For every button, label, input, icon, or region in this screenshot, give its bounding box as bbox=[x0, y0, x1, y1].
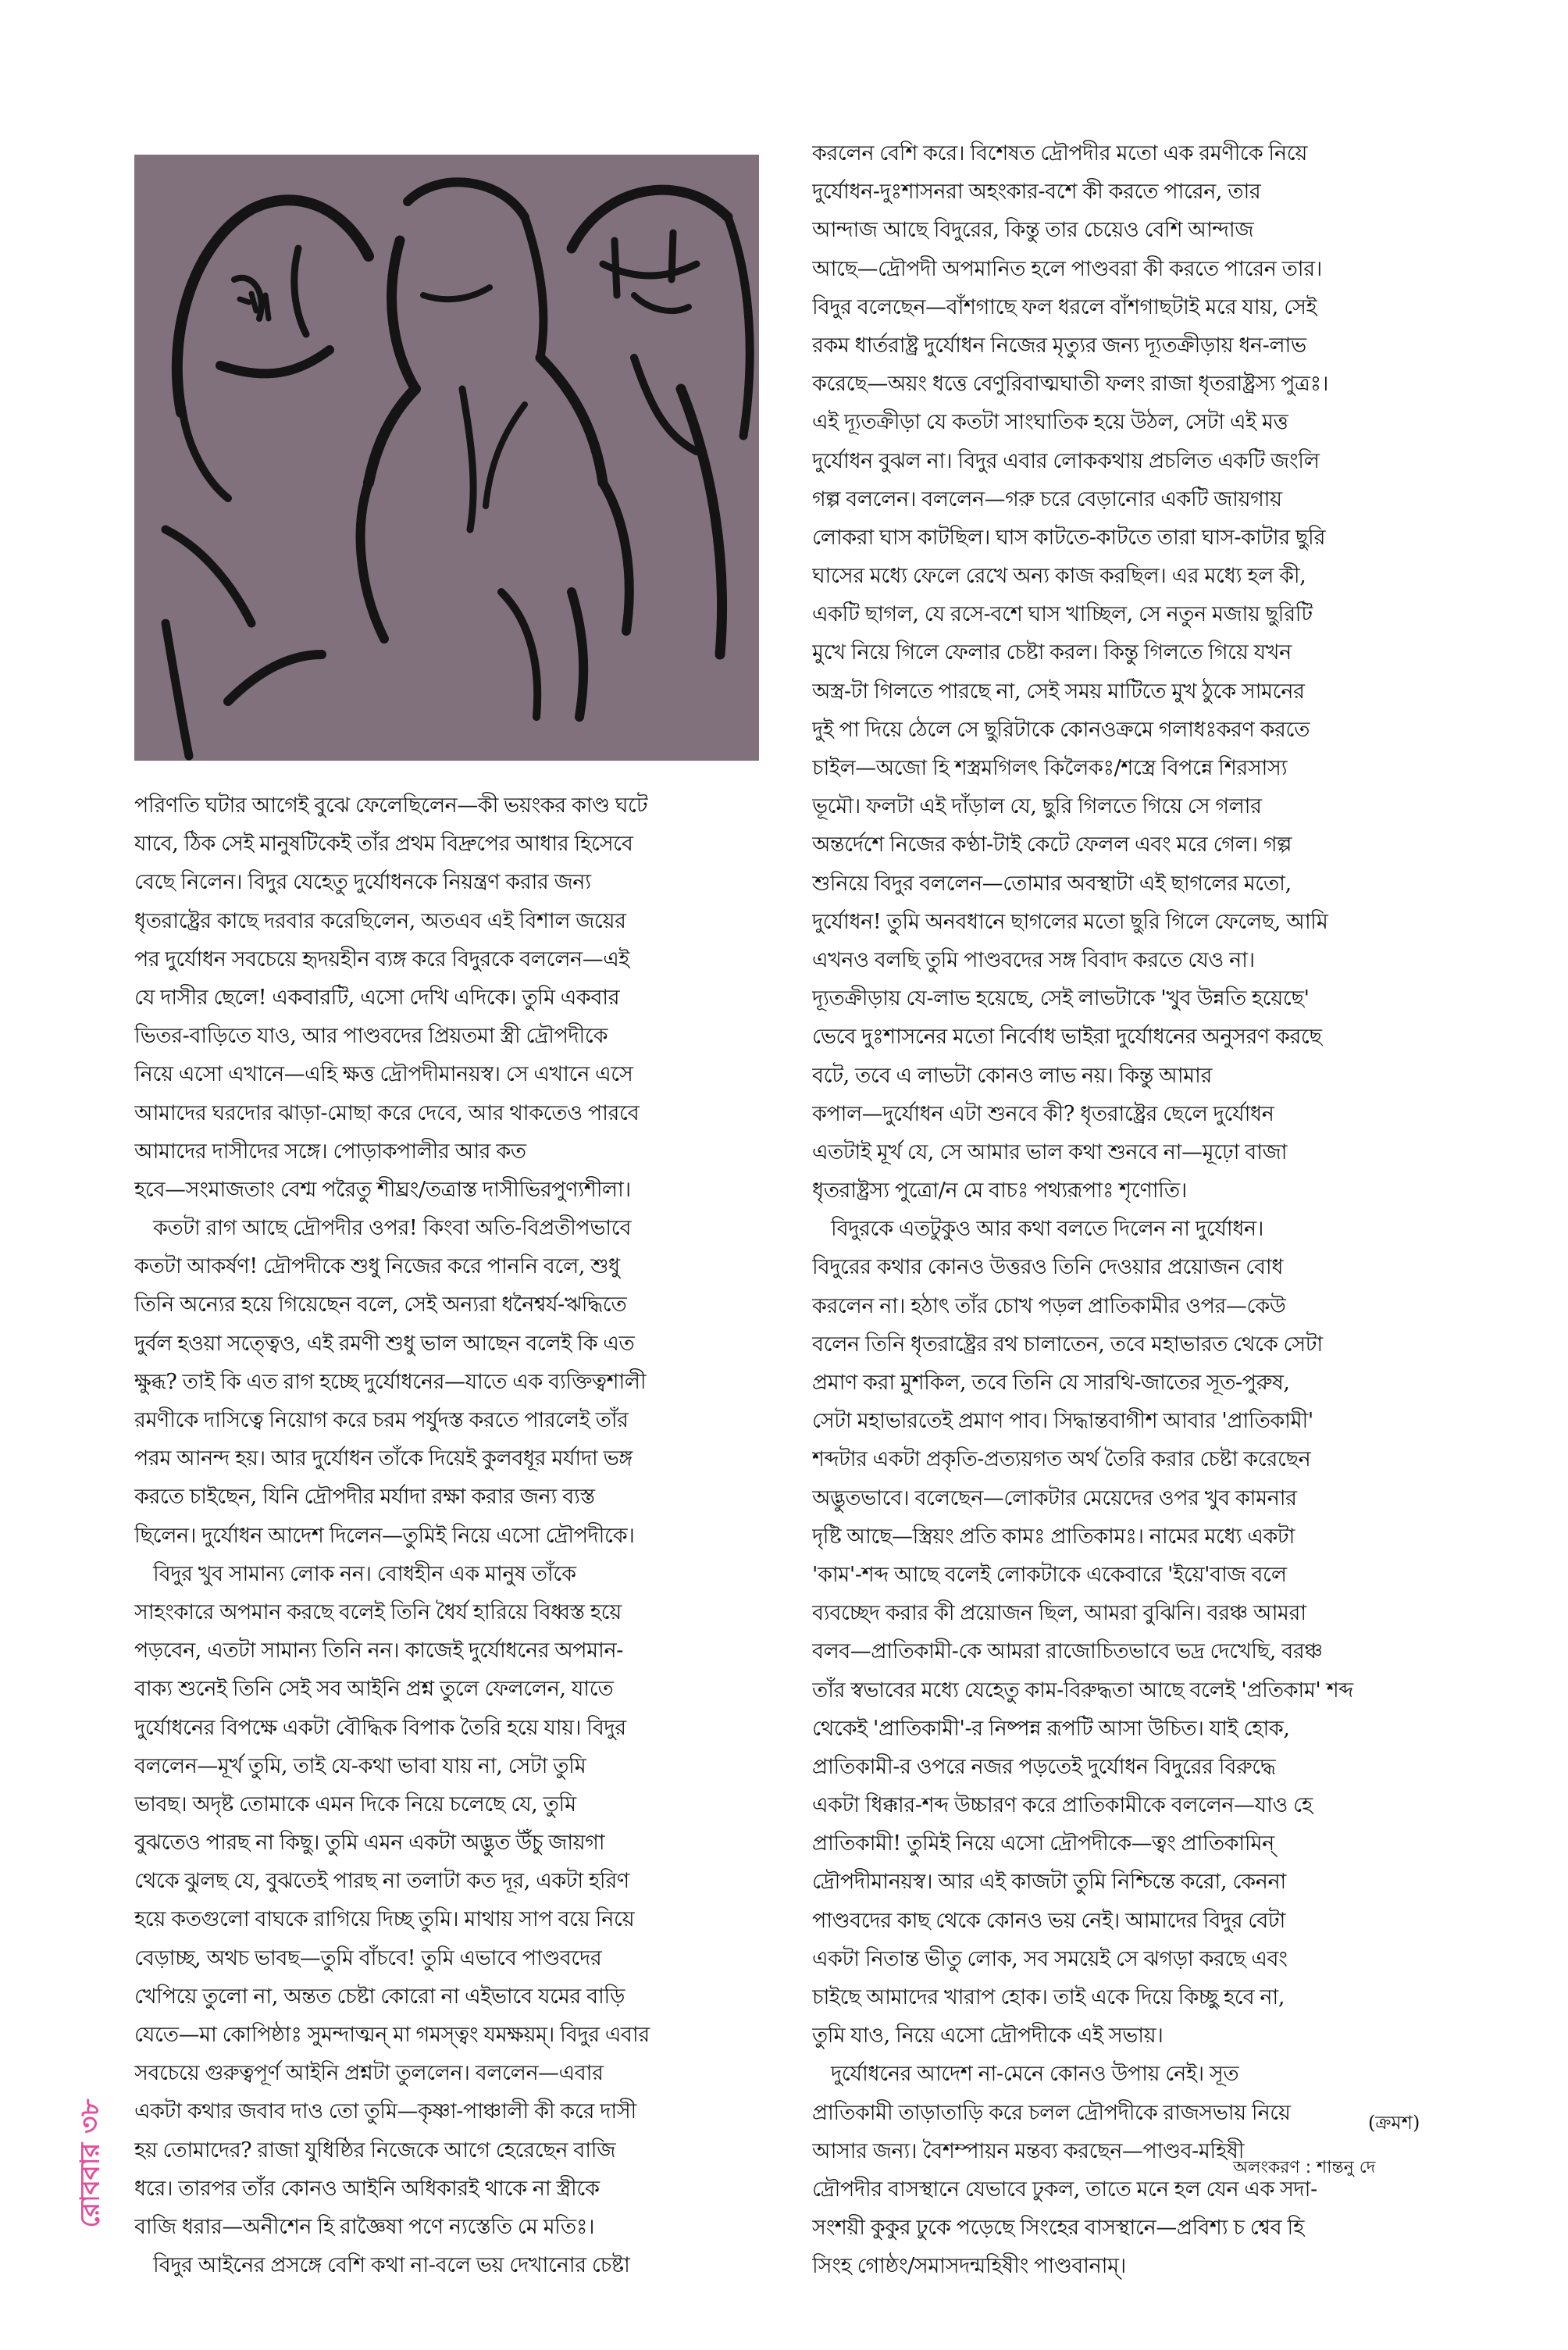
text-line: বলেন তিনি ধৃতরাষ্ট্রের রথ চালাতেন, তবে মহাভারত থেকে সেটা bbox=[812, 1332, 1323, 1357]
text-line: এখনও বলছি তুমি পাণ্ডবদের সঙ্গ বিবাদ করতে যেও না। bbox=[812, 947, 1255, 972]
text-line: আছে—দ্রৌপদী অপমানিত হলে পাণ্ডবরা কী করতে পারেন তার। bbox=[812, 256, 1322, 281]
text-line: 'কাম'-শব্দ আছে বলেই লোকটাকে একেবারে 'ইয়ে'বাজ বলে bbox=[812, 1562, 1287, 1587]
text-line: অদ্ভুতভাবে। বলেছেন—লোকটার মেয়েদের ওপর খুব কামনার bbox=[812, 1485, 1297, 1510]
text-line: ভূমৌ। ফলটা এই দাঁড়াল যে, ছুরি গিলতে গিয়ে সে গলার bbox=[812, 794, 1262, 819]
text-line: থেকে ঝুলছ যে, বুঝতেই পারছ না তলাটা কত দূর, একটা হরিণ bbox=[134, 1869, 629, 1894]
illustration-artwork bbox=[134, 155, 759, 761]
right-column bbox=[812, 134, 1440, 2286]
text-line: দুর্যোধন বুঝল না। বিদুর এবার লোককথায় প্রচলিত একটি জংলি bbox=[812, 448, 1320, 473]
text-line: আন্দাজ আছে বিদুরের, কিন্তু তার চেয়েও বেশি আন্দাজ bbox=[812, 218, 1254, 243]
text-line: পরিণতি ঘটার আগেই বুঝে ফেলেছিলেন—কী ভয়ংকর কাণ্ড ঘটে bbox=[134, 793, 648, 818]
text-line: পর দুর্যোধন সবচেয়ে হৃদয়হীন ব্যঙ্গ করে বিদুরকে বললেন—এই bbox=[134, 947, 629, 972]
text-line: বিদুর আইনের প্রসঙ্গে বেশি কথা না-বলে ভয় দেখানোর চেষ্টা bbox=[153, 2253, 630, 2278]
text-line: দুর্যোধন-দুঃশাসনরা অহংকার-বশে কী করতে পারেন, তার bbox=[812, 180, 1261, 205]
text-line: দুর্যোধনের আদেশ না-মেনে কোনও উপায় নেই। সূত bbox=[831, 2062, 1239, 2087]
text-line: ভেবে দুঃশাসনের মতো নির্বোধ ভাইরা দুর্যোধনের অনুসরণ করছে bbox=[812, 1025, 1322, 1050]
text-line: সবচেয়ে গুরুত্বপূর্ণ আইনি প্রশ্নটা তুললেন। বললেন—এবার bbox=[134, 2061, 604, 2086]
text-line: সংশয়ী কুকুর ঢুকে পড়েছে সিংহের বাসস্থানে—প্রবিশ্য চ শ্বেব হি bbox=[812, 2216, 1304, 2241]
text-line: তিনি অন্যের হয়ে গিয়েছেন বলে, সেই অন্যরা ধনৈশ্বর্য-ঋদ্ধিতে bbox=[134, 1293, 627, 1318]
text-line: দুর্যোধনের বিপক্ষে একটা বৌদ্ধিক বিপাক তৈরি হয়ে যায়। বিদুর bbox=[134, 1715, 626, 1740]
text-line: করেছে—অয়ং ধত্তে বেণুরিবাত্মঘাতী ফলং রাজা ধৃতরাষ্ট্রস্য পুত্রঃ। bbox=[812, 372, 1329, 397]
text-line: থেকেই 'প্রাতিকামী'-র নিষ্পন্ন রূপটি আসা উচিত। যাই হোক, bbox=[812, 1716, 1290, 1741]
text-line: ব্যবচ্ছেদ করার কী প্রয়োজন ছিল, আমরা বুঝিনি। বরঞ্চ আমরা bbox=[812, 1601, 1306, 1626]
text-line: হয়ে কতগুলো বাঘকে রাগিয়ে দিচ্ছ তুমি। মাথায় সাপ বয়ে নিয়ে bbox=[134, 1907, 635, 1932]
text-line: ধরে। তারপর তাঁর কোনও আইনি অধিকারই থাকে না স্ত্রীকে bbox=[134, 2176, 600, 2201]
text-line: প্রাতিকামী তাড়াতাড়ি করে চলল দ্রৌপদীকে রাজসভায় নিয়ে bbox=[812, 2100, 1291, 2125]
text-line: বাজি ধরার—অনীশেন হি রাজ্ঞৈষা পণে ন্যস্তেতি মে মতিঃ। bbox=[134, 2214, 595, 2239]
text-line: প্রমাণ করা মুশকিল, তবে তিনি যে সারথি-জাতের সূত-পুরুষ, bbox=[812, 1371, 1290, 1395]
text-line: করতে চাইছেন, যিনি দ্রৌপদীর মর্যাদা রক্ষা করার জন্য ব্যস্ত bbox=[134, 1485, 595, 1510]
text-line: বুঝতেও পারছ না কিছু। তুমি এমন একটা অদ্ভুত উঁচু জায়গা bbox=[134, 1831, 605, 1856]
text-line: করলেন বেশি করে। বিশেষত দ্রৌপদীর মতো এক রমণীকে নিয়ে bbox=[812, 141, 1307, 166]
text-line: নিয়ে এসো এখানে—এহি ক্ষত্ত দ্রৌপদীমানয়স্ব। সে এখানে এসে bbox=[134, 1062, 633, 1087]
text-line: যেতে—মা কোপিষ্ঠাঃ সুমন্দাত্মন্ মা গমস্ত্বং যমক্ষয়ম্। বিদুর এবার bbox=[134, 2023, 650, 2047]
text-line: একটা নিতান্ত ভীতু লোক, সব সময়েই সে ঝগড়া করছে এবং bbox=[812, 1946, 1288, 1971]
text-line: আমাদের ঘরদোর ঝাড়া-মোছা করে দেবে, আর থাকতেও পারবে bbox=[134, 1100, 640, 1125]
text-line: বিদুরকে এতটুকুও আর কথা বলতে দিলেন না দুর্যোধন। bbox=[831, 1217, 1264, 1242]
text-line: তুমি যাও, নিয়ে এসো দ্রৌপদীকে এই সভায়। bbox=[812, 2024, 1164, 2049]
text-line: গল্প বললেন। বললেন—গরু চরে বেড়ানোর একটি জায়গায় bbox=[812, 487, 1282, 512]
text-line: ঘাসের মধ্যে ফেলে রেখে অন্য কাজ করছিল। এর মধ্যে হল কী, bbox=[812, 564, 1306, 589]
text-line: এই দ্যূতক্রীড়া যে কতটা সাংঘাতিক হয়ে উঠল, সেটা এই মত্ত bbox=[812, 410, 1288, 435]
text-line: অস্ত্র-টা গিলতে পারছে না, সেই সময় মাটিতে মুখ ঠুকে সামনের bbox=[812, 679, 1305, 704]
text-line: সিংহ গোষ্ঠং/সমাসদন্মহিষীং পাণ্ডবানাম্। bbox=[812, 2254, 1126, 2279]
text-line: অন্তর্দেশে নিজের কণ্ঠা-টাই কেটে ফেলল এবং মরে গেল। গল্প bbox=[812, 833, 1292, 858]
text-line: বেছে নিলেন। বিদুর যেহেতু দুর্যোধনকে নিয়ন্ত্রণ করার জন্য bbox=[134, 870, 591, 895]
text-line: দৃষ্টি আছে—স্ত্রিয়ং প্রতি কামঃ প্রাতিকামঃ। নামের মধ্যে একটা bbox=[812, 1524, 1295, 1549]
text-line: পরম আনন্দ হয়। আর দুর্যোধন তাঁকে দিয়েই কুলবধূর মর্যাদা ভঙ্গ bbox=[134, 1446, 633, 1471]
text-line: আমাদের দাসীদের সঙ্গে। পোড়াকপালীর আর কত bbox=[134, 1139, 526, 1164]
text-line: দ্রৌপদীর বাসস্থানে যেভাবে ঢুকল, তাতে মনে হল যেন এক সদা- bbox=[812, 2177, 1317, 2202]
text-line: যাবে, ঠিক সেই মানুষটিকেই তাঁর প্রথম বিদ্রুপের আধার হিসেবে bbox=[134, 832, 633, 857]
text-line: প্রাতিকামী! তুমিই নিয়ে এসো দ্রৌপদীকে—ত্বং প্রাতিকামিন্ bbox=[812, 1831, 1274, 1856]
page-folio bbox=[70, 2099, 115, 2228]
text-line: দ্রৌপদীমানয়স্ব। আর এই কাজটা তুমি নিশ্চিন্তে করো, কেননা bbox=[812, 1870, 1286, 1895]
text-line: দুই পা দিয়ে ঠেলে সে ছুরিটাকে কোনওক্রমে গলাধঃকরণ করতে bbox=[812, 717, 1310, 742]
text-line: বিদুর খুব সামান্য লোক নন। বোধহীন এক মানুষ তাঁকে bbox=[153, 1561, 576, 1586]
text-line: কতটা রাগ আছে দ্রৌপদীর ওপর! কিংবা অতি-বিপ্রতীপভাবে bbox=[153, 1216, 632, 1241]
text-line: রকম ধার্তরাষ্ট্র দুর্যোধন নিজের মৃত্যুর জন্য দ্যূতক্রীড়ায় ধন-লাভ bbox=[812, 333, 1306, 358]
magazine-name: রোববার bbox=[74, 2142, 106, 2228]
text-line: খেপিয়ে তুলো না, অন্তত চেষ্টা কোরো না এইভাবে যমের বাড়ি bbox=[134, 1984, 625, 2009]
text-line: ভাবছ। অদৃষ্ট তোমাকে এমন দিকে নিয়ে চলেছে যে, তুমি bbox=[134, 1792, 576, 1817]
text-line: সেটা মহাভারতেই প্রমাণ পাব। সিদ্ধান্তবাগীশ আবার 'প্রাতিকামী' bbox=[812, 1409, 1313, 1434]
page-number: ৩৮ bbox=[74, 2099, 106, 2134]
text-line: দুর্যোধন! তুমি অনবধানে ছাগলের মতো ছুরি গিলে ফেলেছ, আমি bbox=[812, 909, 1328, 934]
text-line: বেড়াচ্ছ, অথচ ভাবছ—তুমি বাঁচবে! তুমি এভাবে পাণ্ডবদের bbox=[134, 1945, 602, 1970]
text-line: বিদুর বলেছেন—বাঁশগাছে ফল ধরলে বাঁশগাছটাই মরে যায়, সেই bbox=[812, 294, 1317, 319]
text-line: কতটা আকর্ষণ! দ্রৌপদীকে শুধু নিজের করে পাননি বলে, শুধু bbox=[134, 1254, 620, 1279]
text-line: করলেন না। হঠাৎ তাঁর চোখ পড়ল প্রাতিকামীর ওপর—কেউ bbox=[812, 1293, 1286, 1318]
text-line: শুনিয়ে বিদুর বললেন—তোমার অবস্থাটা এই ছাগলের মতো, bbox=[812, 871, 1292, 896]
left-column bbox=[134, 786, 761, 2284]
illustration-credit: অলংকরণ : শান্তনু দে bbox=[1233, 2158, 1376, 2177]
text-line: ধৃতরাষ্ট্রস্য পুত্রো/ন মে বাচঃ পথ্যরূপাঃ শৃণোতি। bbox=[812, 1179, 1187, 1204]
text-line: পড়বেন, এতটা সামান্য তিনি নন। কাজেই দুর্যোধনের অপমান- bbox=[134, 1639, 623, 1664]
text-line: একটি ছাগল, যে রসে-বশে ঘাস খাচ্ছিল, সে নতুন মজায় ছুরিটি bbox=[812, 602, 1313, 627]
text-line: ধৃতরাষ্ট্রের কাছে দরবার করেছিলেন, অতএব এই বিশাল জয়ের bbox=[134, 908, 626, 933]
text-line: দুর্বল হওয়া সত্ত্বেও, এই রমণী শুধু ভাল আছেন বলেই কি এত bbox=[134, 1331, 635, 1356]
text-line: তাঁর স্বভাবের মধ্যে যেহেতু কাম-বিরুদ্ধতা আছে বলেই 'প্রতিকাম' শব্দ bbox=[812, 1678, 1353, 1703]
text-line: আসার জন্য। বৈশম্পায়ন মন্তব্য করছেন—পাণ্ডব-মহিষী bbox=[812, 2138, 1245, 2163]
text-line: ভিতর-বাড়িতে যাও, আর পাণ্ডবদের প্রিয়তমা স্ত্রী দ্রৌপদীকে bbox=[134, 1024, 608, 1049]
text-line: শব্দটার একটা প্রকৃতি-প্রত্যয়গত অর্থ তৈরি করার চেষ্টা করেছেন bbox=[812, 1447, 1311, 1472]
text-line: কপাল—দুর্যোধন এটা শুনবে কী? ধৃতরাষ্ট্রের ছেলে দুর্যোধন bbox=[812, 1101, 1274, 1126]
text-line: রমণীকে দাসিত্বে নিয়োগ করে চরম পর্যুদস্ত করতে পারলেই তাঁর bbox=[134, 1408, 629, 1432]
text-line: যে দাসীর ছেলে! একবারটি, এসো দেখি এদিকে। তুমি একবার bbox=[134, 985, 620, 1010]
text-line: ক্ষুব্ধ? তাই কি এত রাগ হচ্ছে দুর্যোধনের—যাতে এক ব্যক্তিত্বশালী bbox=[134, 1369, 647, 1394]
text-line: লোকরা ঘাস কাটছিল। ঘাস কাটতে-কাটতে তারা ঘাস-কাটার ছুরি bbox=[812, 525, 1326, 550]
continued-marker: (ক্রমশ) bbox=[1368, 2112, 1420, 2134]
text-line: বিদুরের কথার কোনও উত্তরও তিনি দেওয়ার প্রয়োজন বোধ bbox=[812, 1255, 1284, 1280]
text-line: বললেন—মূর্খ তুমি, তাই যে-কথা ভাবা যায় না, সেটা তুমি bbox=[134, 1753, 586, 1778]
text-line: বলব—প্রাতিকামী-কে আমরা রাজোচিতভাবে ভদ্র দেখেছি, বরঞ্চ bbox=[812, 1639, 1323, 1664]
ink-sketch bbox=[166, 182, 750, 756]
text-line: একটা ধিক্কার-শব্দ উচ্চারণ করে প্রাতিকামীকে বললেন—যাও হে bbox=[812, 1793, 1313, 1818]
text-line: সাহংকারে অপমান করছে বলেই তিনি ধৈর্য হারিয়ে বিধ্বস্ত হয়ে bbox=[134, 1599, 622, 1624]
text-line: এতটাই মূর্খ যে, সে আমার ভাল কথা শুনবে না—মূঢ়ো বাজা bbox=[812, 1139, 1288, 1164]
illustration bbox=[134, 155, 759, 761]
text-line: হয় তোমাদের? রাজা যুধিষ্ঠির নিজেকে আগে হেরেছেন বাজি bbox=[134, 2138, 616, 2163]
text-line: চাইল—অজো হি শস্ত্রমগিলৎ কিলৈকঃ/শস্ত্রে বিপন্নে শিরসাস্য bbox=[812, 756, 1288, 780]
text-line: চাইছে আমাদের খারাপ হোক। তাই একে দিয়ে কিচ্ছু হবে না, bbox=[812, 1985, 1285, 2009]
text-line: হবে—সংমাজতাং বেশ্ম পরৈতু শীঘ্রং/তত্রাস্ত দাসীভিরপুণ্যশীলা। bbox=[134, 1177, 631, 1202]
text-line: মুখে নিয়ে গিলে ফেলার চেষ্টা করল। কিন্তু গিলতে গিয়ে যখন bbox=[812, 640, 1292, 665]
text-line: দ্যূতক্রীড়ায় যে-লাভ হয়েছে, সেই লাভটাকে 'খুব উন্নতি হয়েছে' bbox=[812, 986, 1310, 1011]
text-line: পাণ্ডবদের কাছ থেকে কোনও ভয় নেই। আমাদের বিদুর বেটা bbox=[812, 1908, 1285, 1933]
text-line: ছিলেন। দুর্যোধন আদেশ দিলেন—তুমিই নিয়ে এসো দ্রৌপদীকে। bbox=[134, 1523, 635, 1548]
text-line: বাক্য শুনেই তিনি সেই সব আইনি প্রশ্ন তুলে ফেললেন, যাতে bbox=[134, 1677, 614, 1702]
text-line: একটা কথার জবাব দাও তো তুমি—কৃষ্ণা-পাঞ্চালী কী করে দাসী bbox=[134, 2099, 636, 2124]
text-line: প্রাতিকামী-র ওপরে নজর পড়তেই দুর্যোধন বিদুরের বিরুদ্ধে bbox=[812, 1754, 1276, 1779]
text-line: বটে, তবে এ লাভটা কোনও লাভ নয়। কিন্তু আমার bbox=[812, 1063, 1212, 1088]
